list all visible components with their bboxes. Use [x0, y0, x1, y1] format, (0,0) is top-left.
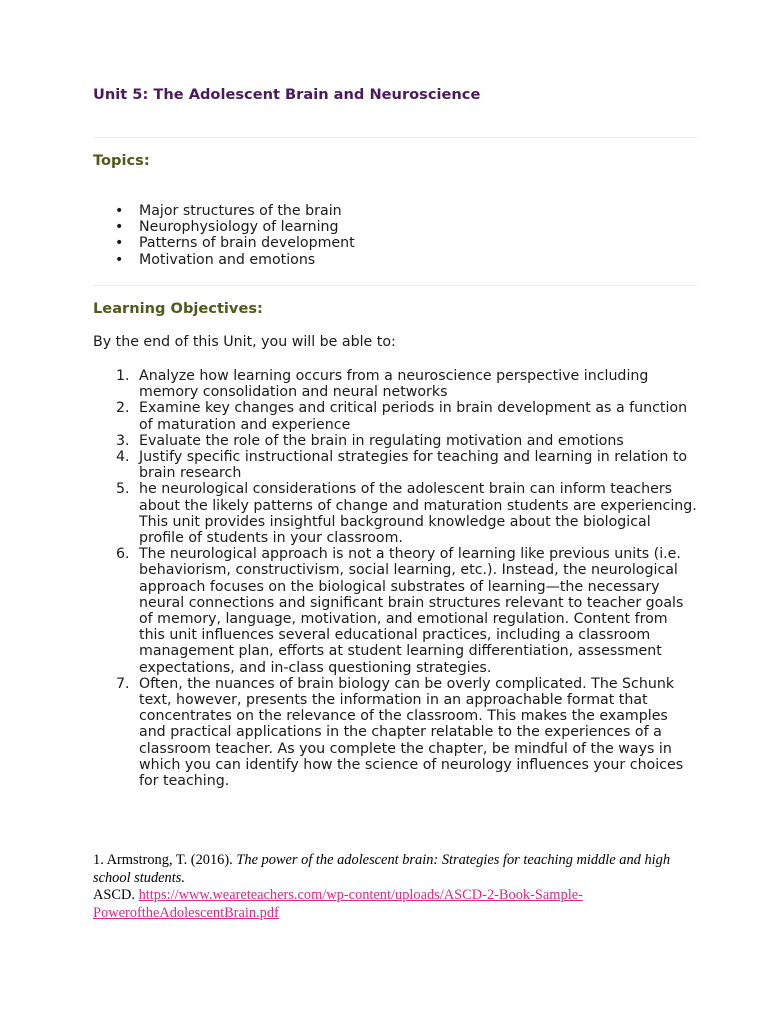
- reference-link-line-1[interactable]: https://www.weareteachers.com/wp-content/uploads/ASCD-2-Book-Sample-: [138, 887, 583, 903]
- objectives-list: [93, 368, 697, 789]
- objective-text: Analyze how learning occurs from a neuroscience perspective including memory consolidation and neural networks: [139, 368, 649, 401]
- divider: [93, 137, 697, 138]
- list-item: [116, 481, 697, 547]
- topic-text: Neurophysiology of learning: [139, 219, 339, 236]
- objective-text: he neurological considerations of the adolescent brain can inform teachers about the likely patterns of change and maturation students are experiencing. This unit provides insightful background knowledge about the biological profile of students in your classroom.: [139, 481, 697, 547]
- citation-prefix: 1. Armstrong, T. (2016).: [93, 852, 237, 868]
- list-item: [115, 203, 355, 219]
- topics-list: [93, 203, 355, 268]
- bullet: •: [115, 203, 124, 219]
- bullet: •: [115, 251, 124, 268]
- list-item: [115, 251, 355, 268]
- reference-link[interactable]: [93, 887, 583, 921]
- book-title: The power of the adolescent brain: Strategies for teaching middle and high school students: [93, 852, 671, 886]
- item-number: 6.: [116, 546, 130, 563]
- topic-text: Major structures of the brain: [139, 203, 342, 219]
- topic-text: Motivation and emotions: [139, 251, 316, 268]
- reference-link-line-2[interactable]: PoweroftheAdolescentBrain.pdf: [93, 904, 279, 921]
- citation-period: .: [181, 869, 185, 886]
- item-number: 5.: [116, 481, 130, 498]
- topic-text: Patterns of brain development: [139, 235, 355, 252]
- publisher: ASCD.: [93, 887, 139, 903]
- topics-heading: Topics:: [93, 152, 150, 169]
- objective-text: Often, the nuances of brain biology can be overly complicated. The Schunk text, however, presents the information in an approachable format that concentrates on the relevance of the classroom. This makes the examples and practical applications in the chapter relatable to the experiences of a classroom teacher. As you complete the chapter, be mindful of the ways in which you can identify how the science of neurology influences your choices for teaching.: [139, 675, 684, 790]
- bullet: •: [115, 219, 124, 236]
- item-number: 3.: [116, 432, 130, 449]
- list-item: [116, 449, 697, 482]
- list-item: [115, 235, 355, 252]
- item-number: 4.: [116, 449, 130, 466]
- bullet: •: [115, 235, 124, 252]
- objective-text: The neurological approach is not a theory of learning like previous units (i.e. behaviorism, constructivism, social learning, etc.). Instead, the neurological approach focuses on the biological substrates of learning—the necessary neural connections and significant brain structures relevant to teacher goals of memory, language, motivation, and emotional regulation. Content from this unit influences several educational practices, including a classroom management plan, efforts at student learning differentiation, assessment expectations, and in-class questioning strategies.: [139, 546, 684, 676]
- item-number: 7.: [116, 675, 130, 692]
- objective-text: Evaluate the role of the brain in regulating motivation and emotions: [139, 432, 624, 449]
- unit-title: Unit 5: The Adolescent Brain and Neuroscience: [93, 86, 481, 103]
- list-item: [116, 675, 697, 790]
- list-item: [116, 368, 697, 401]
- item-number: 2.: [116, 400, 130, 417]
- list-item: [116, 400, 697, 433]
- item-number: 1.: [116, 368, 130, 384]
- objective-text: Examine key changes and critical periods in brain development as a function of maturation and experience: [139, 400, 688, 433]
- divider: [93, 285, 697, 286]
- list-item: [116, 546, 697, 676]
- objectives-intro: By the end of this Unit, you will be able to:: [93, 334, 396, 350]
- reference-citation: [93, 852, 693, 922]
- list-item: [115, 219, 355, 236]
- learning-objectives-heading: Learning Objectives:: [93, 300, 263, 317]
- objective-text: Justify specific instructional strategies for teaching and learning in relation to brain research: [139, 449, 688, 482]
- list-item: [116, 432, 697, 449]
